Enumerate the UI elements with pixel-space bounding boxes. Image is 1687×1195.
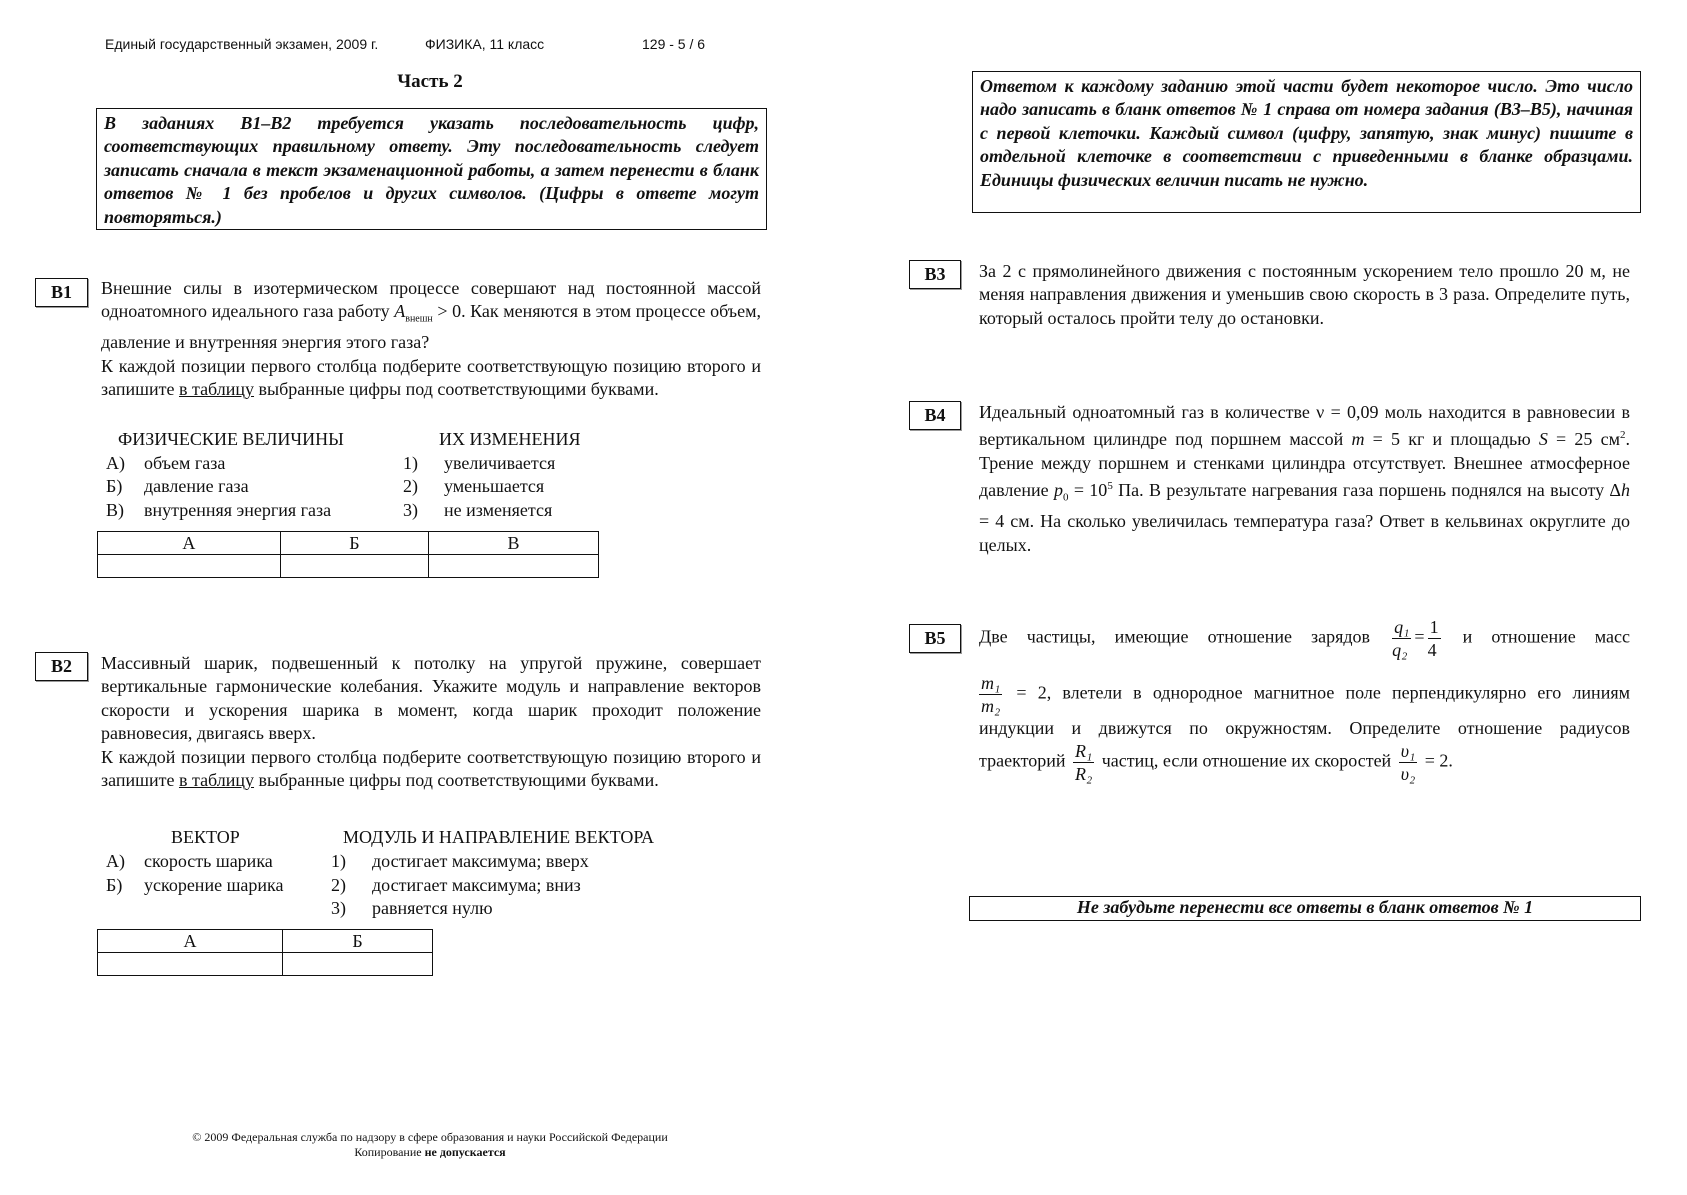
b1-table-ref: в таблицу: [178, 379, 255, 400]
b2-right-2-key: 2): [331, 875, 346, 895]
b4-exp: 5: [1107, 480, 1113, 493]
b1-left-b: давление газа: [144, 476, 249, 496]
mass-symbol: m: [1351, 429, 1365, 450]
b1-left-b-key: Б): [106, 476, 123, 496]
pressure-symbol: p: [1053, 480, 1063, 501]
b2-col1-header: ВЕКТОР: [171, 827, 240, 847]
b1-right-2: уменьшается: [444, 476, 545, 496]
b1-instr-b: выбранные цифры под соответствующими буквами.: [254, 379, 659, 400]
b4-t1: Идеальный одноатомный газ в количестве ν = 0,09 моль находится в равновесии в вертикальном цилиндре под поршнем массой: [979, 402, 1630, 450]
equals: =: [1414, 626, 1425, 647]
b2-right-1: достигает максимума; вверх: [372, 851, 589, 871]
velocity-ratio: [1399, 740, 1418, 785]
b2-table-ref: в таблицу: [178, 770, 255, 791]
b5-text-5: = 2.: [1424, 750, 1453, 771]
pressure-subscript: 0: [1062, 491, 1069, 504]
reminder-box: Не забудьте перенести все ответы в бланк ответов № 1: [969, 896, 1641, 921]
b1-right-1-key: 1): [403, 453, 418, 473]
b1-left-a: объем газа: [144, 453, 226, 473]
b2-left-a: скорость шарика: [144, 851, 273, 871]
b5-text-4: частиц, если отношение их скоростей: [1101, 750, 1392, 771]
r1: R₁: [1074, 741, 1093, 761]
question-number-b3: B3: [909, 260, 961, 289]
b5-text-1: Две частицы, имеющие отношение зарядов: [979, 626, 1371, 647]
b1-answer-table: [97, 531, 599, 578]
b4-t6: Па. В результате нагревания газа поршень поднялся на высоту Δ: [1112, 480, 1621, 501]
question-number-b2: B2: [35, 652, 88, 681]
question-b2-text: [101, 652, 761, 792]
header-exam: Единый государственный экзамен, 2009 г.: [105, 36, 379, 52]
b1-text-b: > 0. Как меняются в этом процессе объем, давление и внутренняя энергия этого газа?: [101, 301, 761, 353]
b1-left-c-key: В): [106, 500, 124, 520]
b5-body: [979, 672, 1630, 785]
b1-answer-a[interactable]: [98, 555, 281, 578]
q2: q₂: [1392, 640, 1408, 660]
b1-col-a: А: [98, 532, 281, 555]
area-symbol: S: [1538, 429, 1548, 450]
b2-right-3-key: 3): [331, 898, 346, 918]
work-subscript: внешн: [405, 314, 433, 325]
mass-ratio: [979, 672, 1002, 717]
r2: R₂: [1074, 764, 1093, 784]
v1: υ₁: [1400, 741, 1416, 761]
question-b3-text: За 2 с прямолинейного движения с постоянным ускорением тело прошло 20 м, не меняя направления движения и уменьшив свою скорость в 3 раза. Определите путь, который осталось пройти телу до остановки.: [979, 261, 1630, 328]
height-symbol: h: [1621, 480, 1630, 501]
b1-answer-c[interactable]: [429, 555, 599, 578]
b4-t3: = 25 см: [1547, 429, 1620, 450]
b2-answer-a[interactable]: [98, 953, 283, 976]
charge-ratio: [1392, 616, 1411, 661]
b4-t2: = 5 кг и площадью: [1364, 429, 1539, 450]
b1-col2-header: ИХ ИЗМЕНЕНИЯ: [439, 429, 581, 449]
b1-col1-header: ФИЗИЧЕСКИЕ ВЕЛИЧИНЫ: [118, 429, 344, 449]
header-page: 129 - 5 / 6: [642, 36, 706, 52]
b1-col-c: В: [429, 532, 599, 555]
b2-col2-header: МОДУЛЬ И НАПРАВЛЕНИЕ ВЕКТОРА: [343, 827, 655, 847]
b2-answer-table: [97, 929, 433, 976]
b1-instr-a: К каждой позиции первого столбца подберите соответствующую позицию второго и запишите: [101, 355, 761, 400]
footer-copying-a: Копирование: [354, 1145, 425, 1159]
b2-instr-a: К каждой позиции первого столбца подберите соответствующую позицию второго и запишите: [101, 746, 761, 791]
part-title: Часть 2: [397, 71, 463, 92]
question-number-b1: B1: [35, 278, 88, 307]
b1-right-1: увеличивается: [444, 453, 556, 473]
one: 1: [1429, 617, 1439, 637]
b1-left-a-key: А): [106, 453, 125, 473]
b1-text-a: Внешние силы в изотермическом процессе совершают над постоянной массой одноатомного идеального газа работу: [101, 278, 761, 322]
b5-text-3: = 2, влетели в однородное магнитное поле перпендикулярно его линиям индукции и движутся по окружностям. Определите отношение радиусов траекторий: [979, 682, 1630, 771]
header-subject: ФИЗИКА, 11 класс: [425, 36, 545, 52]
m2: m₂: [981, 696, 1001, 716]
b5-text-2: и отношение масс: [1462, 626, 1631, 647]
b4-sq: 2: [1620, 429, 1626, 442]
work-symbol: A: [394, 301, 406, 322]
b2-left-b: ускорение шарика: [144, 875, 284, 895]
q1: q₁: [1394, 617, 1410, 637]
b2-text: Массивный шарик, подвешенный к потолку на упругой пружине, совершает вертикальные гармонические колебания. Укажите модуль и направление векторов скорости и ускорения шарика в момент, когда шарик проходит положение равновесия, двигаясь вверх.: [101, 653, 761, 744]
left-instruction-box: В заданиях В1–В2 требуется указать последовательность цифр, соответствующих правильному ответу. Эту последовательность следует записать сначала в текст экзаменационной работы, а затем перенести в бланк ответов № 1 без пробелов и других символов. (Цифры в ответе могут повторяться.): [96, 108, 767, 230]
b1-col-b: Б: [280, 532, 428, 555]
footer-copying: [0, 1145, 860, 1160]
question-b1-text: [101, 277, 761, 402]
b1-answer-b[interactable]: [280, 555, 428, 578]
v2: υ₂: [1400, 764, 1416, 784]
question-number-b4: B4: [909, 401, 961, 430]
right-instruction-box: Ответом к каждому заданию этой части будет некоторое число. Это число надо записать в бланк ответов № 1 справа от номера задания (В3–В5), начиная с первой клеточки. Каждый символ (цифру, запятую, знак минус) пишите в отдельной клеточке в соответствии с приведенными в бланке образцами. Единицы физических величин писать не нужно.: [972, 71, 1641, 213]
b2-col-a: А: [98, 930, 283, 953]
four: 4: [1427, 640, 1437, 660]
quarter: [1428, 616, 1441, 661]
b2-answer-b[interactable]: [283, 953, 433, 976]
b2-col-b: Б: [283, 930, 433, 953]
question-b4-text: [979, 401, 1630, 557]
question-number-b5: B5: [909, 624, 961, 653]
b4-t5: = 10: [1068, 480, 1108, 501]
b5-line1: [979, 616, 1630, 661]
b4-t7: = 4 см. На сколько увеличилась температура газа? Ответ в кельвинах округлите до целых.: [979, 511, 1630, 555]
b2-right-1-key: 1): [331, 851, 346, 871]
b1-right-3: не изменяется: [444, 500, 553, 520]
b2-right-3: равняется нулю: [372, 898, 493, 918]
radius-ratio: [1073, 740, 1094, 785]
b1-left-c: внутренняя энергия газа: [144, 500, 332, 520]
footer-copyright: © 2009 Федеральная служба по надзору в сфере образования и науки Российской Федерации: [192, 1130, 668, 1144]
b2-instr-b: выбранные цифры под соответствующими буквами.: [254, 770, 659, 791]
b2-right-2: достигает максимума; вниз: [372, 875, 581, 895]
m1: m₁: [981, 673, 1001, 693]
b2-left-b-key: Б): [106, 875, 123, 895]
b1-right-3-key: 3): [403, 500, 418, 520]
footer-copying-b: не допускается: [424, 1145, 506, 1159]
b1-right-2-key: 2): [403, 476, 418, 496]
b2-left-a-key: А): [106, 851, 125, 871]
b4-t4: . Трение между поршнем и стенками цилиндра отсутствует. Внешнее атмосферное давление: [979, 429, 1630, 501]
